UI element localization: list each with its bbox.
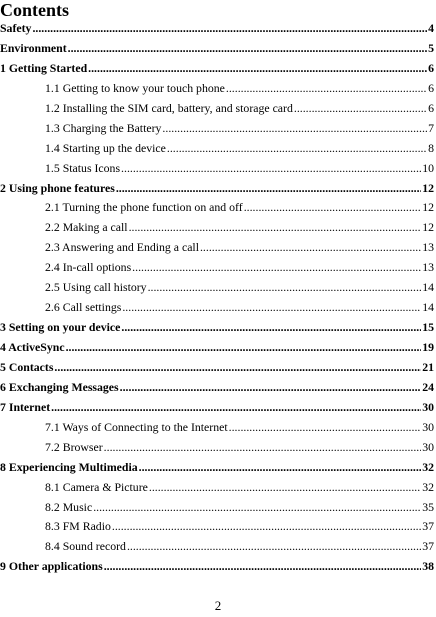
toc-entry-page-number: 32 [422,459,434,474]
toc-entry-label: 2.5 Using call history [45,280,147,295]
dot-leader [88,59,427,79]
toc-entry-label: 2.4 In-call options [45,260,132,275]
dot-leader [116,179,421,199]
toc-entry-label: 7.1 Ways of Connecting to the Internet [45,419,228,434]
toc-entry-page-number: 30 [422,399,434,414]
toc-entry-page-number: 30 [422,439,434,454]
toc-entry-label: 2.2 Making a call [45,220,128,235]
toc-chapter-entry[interactable] [0,358,436,378]
toc-entry-page-number: 35 [422,499,434,514]
table-of-contents [0,19,436,577]
toc-entry-page-number: 21 [422,359,434,374]
toc-section-entry[interactable] [0,198,436,218]
dot-leader [127,537,421,557]
toc-entry-page-number: 8 [428,140,434,155]
toc-entry-page-number: 12 [422,180,434,195]
toc-chapter-entry[interactable] [0,557,436,577]
toc-chapter-entry[interactable] [0,458,436,478]
toc-entry-label: 1.3 Charging the Battery [45,120,162,135]
toc-entry-label: 8.1 Camera & Picture [45,479,148,494]
dot-leader [200,238,421,258]
toc-entry-page-number: 12 [422,200,434,215]
dot-leader [244,198,422,218]
toc-section-entry[interactable] [0,119,436,139]
toc-entry-page-number: 30 [422,419,434,434]
toc-section-entry[interactable] [0,278,436,298]
dot-leader [68,39,427,59]
toc-entry-page-number: 37 [422,539,434,554]
toc-entry-page-number: 4 [428,21,434,35]
toc-entry-page-number: 6 [428,80,434,95]
toc-entry-label: 1.5 Status Icons [45,160,121,175]
dot-leader [104,557,422,577]
toc-section-entry[interactable] [0,218,436,238]
toc-entry-label: 3 Setting on your device [0,320,121,335]
toc-section-entry[interactable] [0,159,436,179]
dot-leader [162,119,427,139]
toc-section-entry[interactable] [0,298,436,318]
toc-heading: Contents [0,0,70,20]
toc-entry-page-number: 13 [422,240,434,255]
toc-entry-label: 8.4 Sound record [45,539,126,554]
dot-leader [229,418,422,438]
toc-chapter-entry[interactable] [0,59,436,79]
dot-leader [129,218,422,238]
toc-chapter-entry[interactable] [0,338,436,358]
dot-leader [104,438,422,458]
toc-entry-label: Safety [0,21,32,35]
toc-section-entry[interactable] [0,418,436,438]
toc-chapter-entry[interactable] [0,378,436,398]
toc-entry-page-number: 12 [422,220,434,235]
toc-entry-page-number: 13 [422,260,434,275]
toc-entry-label: 2.1 Turning the phone function on and off [45,200,243,215]
toc-entry-label: Environment [0,40,67,55]
toc-entry-label: 9 Other applications [0,559,103,574]
toc-entry-label: 8 Experiencing Multimedia [0,459,138,474]
toc-entry-page-number: 32 [422,479,434,494]
toc-section-entry[interactable] [0,258,436,278]
page-number: 2 [214,598,222,613]
toc-entry-label: 1.4 Starting up the device [45,140,166,155]
toc-entry-label: 6 Exchanging Messages [0,379,119,394]
dot-leader [167,139,427,159]
toc-section-entry[interactable] [0,238,436,258]
toc-entry-page-number: 5 [428,40,434,55]
toc-entry-label: 2 Using phone features [0,180,115,195]
toc-entry-label: 5 Contacts [0,359,54,374]
dot-leader [66,338,422,358]
toc-section-entry[interactable] [0,438,436,458]
dot-leader [139,458,422,478]
toc-entry-page-number: 14 [422,280,434,295]
toc-chapter-entry[interactable] [0,39,436,59]
toc-entry-page-number: 7 [428,120,434,135]
toc-entry-label: 7.2 Browser [45,439,103,454]
toc-entry-page-number: 37 [422,519,434,534]
toc-section-entry[interactable] [0,99,436,119]
toc-section-entry[interactable] [0,478,436,498]
toc-entry-label: 2.3 Answering and Ending a call [45,240,199,255]
dot-leader [54,358,421,378]
toc-entry-label: 1.2 Installing the SIM card, battery, and storage card [45,100,293,115]
dot-leader [93,498,421,518]
toc-section-entry[interactable] [0,517,436,537]
toc-entry-page-number: 6 [428,60,434,75]
toc-entry-page-number: 15 [422,320,434,335]
toc-entry-page-number: 38 [422,559,434,574]
dot-leader [122,298,421,318]
toc-entry-label: 7 Internet [0,399,51,414]
dot-leader [32,19,427,39]
toc-entry-label: 4 ActiveSync [0,340,65,354]
toc-entry-page-number: 19 [422,340,434,354]
dot-leader [112,517,421,537]
toc-entry-label: 8.3 FM Radio [45,519,111,534]
toc-entry-label: 2.6 Call settings [45,300,122,315]
dot-leader [132,258,421,278]
toc-section-entry[interactable] [0,498,436,518]
toc-entry-label: 1.1 Getting to know your touch phone [45,80,225,95]
dot-leader [149,478,421,498]
toc-chapter-entry[interactable] [0,179,436,199]
dot-leader [294,99,427,119]
toc-entry-page-number: 6 [428,100,434,115]
toc-chapter-entry[interactable] [0,318,436,338]
dot-leader [121,318,421,338]
toc-entry-page-number: 14 [422,300,434,315]
dot-leader [120,378,422,398]
toc-entry-label: 1 Getting Started [0,60,88,75]
dot-leader [51,398,421,418]
toc-section-entry[interactable] [0,79,436,99]
toc-entry-page-number: 10 [422,160,434,175]
dot-leader [226,79,427,99]
toc-chapter-entry[interactable] [0,398,436,418]
dot-leader [121,159,421,179]
toc-section-entry[interactable] [0,537,436,557]
toc-entry-label: 8.2 Music [45,499,93,514]
toc-entry-page-number: 24 [422,379,434,394]
toc-chapter-entry[interactable] [0,19,436,39]
dot-leader [148,278,422,298]
toc-section-entry[interactable] [0,139,436,159]
